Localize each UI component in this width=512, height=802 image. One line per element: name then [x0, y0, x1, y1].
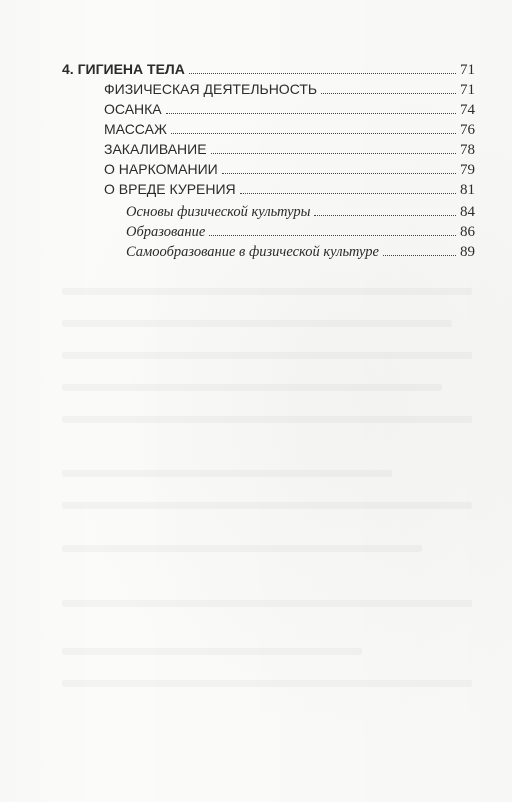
toc-entry-page: 71 [460, 82, 475, 98]
show-through-line [62, 384, 442, 391]
toc-entry-page: 78 [460, 142, 475, 158]
toc-entry-label: О НАРКОМАНИИ [104, 161, 218, 177]
toc-entry-massage[interactable] [104, 118, 475, 140]
show-through-line [62, 416, 472, 423]
toc-entry-drug-addiction[interactable] [104, 158, 475, 180]
dot-leader [211, 153, 456, 154]
toc-entry-hardening[interactable] [104, 138, 475, 160]
toc-entry-physical-culture-basics[interactable] [126, 201, 475, 223]
dot-leader [383, 255, 456, 256]
toc-entry-smoking-harm[interactable] [104, 178, 475, 200]
toc-entry-page: 84 [460, 204, 475, 220]
toc-entry-label: ОСАНКА [104, 101, 162, 117]
toc-entry-education[interactable] [126, 221, 475, 243]
toc-entry-self-education[interactable] [126, 241, 475, 263]
toc-entry-physical-activity[interactable] [104, 78, 475, 100]
toc-entry-label: МАССАЖ [104, 121, 167, 137]
show-through-line [62, 600, 472, 607]
toc-entry-page: 74 [460, 102, 475, 118]
dot-leader [209, 235, 456, 236]
toc-entry-label: О ВРЕДЕ КУРЕНИЯ [104, 181, 236, 197]
toc-entry-label: Самообразование в физической культуре [126, 244, 379, 260]
toc-entry-page: 76 [460, 122, 475, 138]
dot-leader [171, 133, 456, 134]
show-through-line [62, 470, 392, 477]
dot-leader [222, 173, 456, 174]
show-through-line [62, 502, 472, 509]
toc-entry-page: 86 [460, 224, 475, 240]
show-through-line [62, 680, 472, 687]
toc-entry-label: ФИЗИЧЕСКАЯ ДЕЯТЕЛЬНОСТЬ [104, 81, 318, 97]
toc-entry-page: 79 [460, 162, 475, 178]
show-through-line [62, 352, 472, 359]
toc-entry-label: ЗАКАЛИВАНИЕ [104, 141, 207, 157]
toc-entry-page: 81 [460, 182, 475, 198]
show-through-line [62, 648, 362, 655]
toc-entry-page: 71 [460, 62, 475, 78]
toc-entry-posture[interactable] [104, 98, 475, 120]
toc-entry-label: Образование [126, 224, 206, 240]
toc-entry-page: 89 [460, 244, 475, 260]
toc-entry-hygiene[interactable] [62, 58, 475, 80]
dot-leader [321, 93, 456, 94]
toc-entry-label: Основы физической культуры [126, 204, 311, 220]
dot-leader [314, 215, 456, 216]
show-through-line [62, 545, 422, 552]
dot-leader [240, 193, 456, 194]
dot-leader [166, 113, 456, 114]
show-through-line [62, 288, 472, 295]
dot-leader [189, 73, 456, 74]
toc-entry-label: 4. ГИГИЕНА ТЕЛА [62, 61, 185, 77]
show-through-line [62, 320, 452, 327]
